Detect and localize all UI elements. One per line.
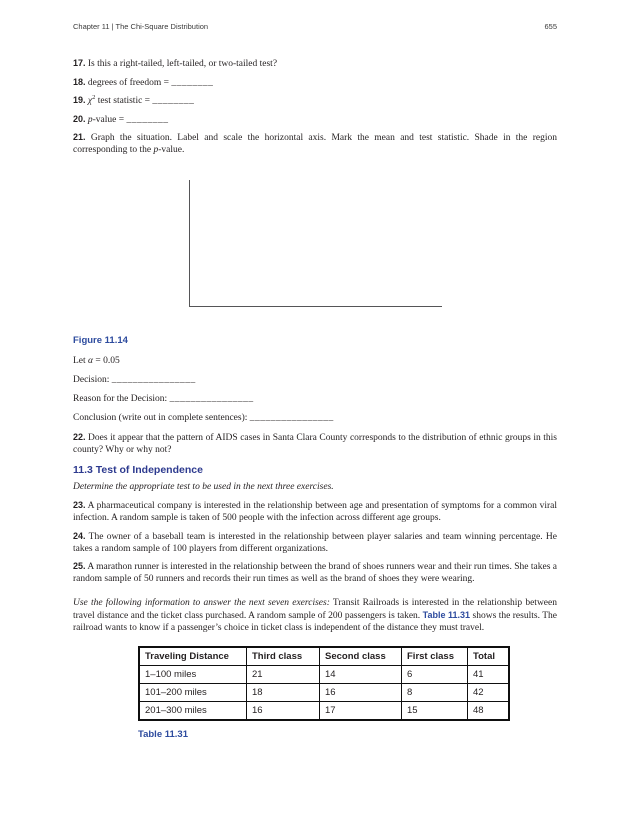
exercise-text: -value. [158,145,185,155]
blank-graph-axes [189,180,442,307]
ticket-class-table [138,646,510,721]
exercise-20 [73,113,557,126]
exercise-text: -value = [92,114,125,125]
alpha-symbol: α [88,356,94,366]
conclusion-line [73,412,557,424]
table-cell: 15 [402,702,468,721]
intro-paragraph [73,597,557,634]
reason-label: Reason for the Decision: [73,394,170,404]
column-header: Third class [247,647,320,666]
exercise-text: Graph the situation. Label and scale the horizontal axis. Mark the mean and test statistic. Shade in the region corresponding to the [73,133,557,155]
exercise-text: A marathon runner is interested in the relationship between the brand of shoes runners wear and their run times. She takes a random sample of 50 runners and records their run times as well as the brand of shoes they were wearing. [73,562,557,584]
exercise-number: 17. [73,58,86,68]
page-number: 655 [544,22,557,31]
table-cell: 17 [320,702,402,721]
table-reference-link: Table 11.31 [422,610,471,620]
section-instruction: Determine the appropriate test to be used in the next three exercises. [73,482,334,492]
table-caption: Table 11.31 [138,729,188,740]
exercise-22 [73,431,557,456]
table-cell: 16 [247,702,320,721]
chapter-title: Chapter 11 | The Chi-Square Distribution [73,22,209,31]
intro-italic: Use the following information to answer the next seven exercises: [73,598,330,608]
intro-text: shows the results. The railroad wants to know if a passenger’s choice in ticket class is independent of the distance they must travel. [73,611,557,633]
alpha-value: = 0.05 [93,356,120,366]
table-row [139,666,509,684]
decision-line [73,374,557,386]
squared-exponent: 2 [92,93,96,101]
exercise-19 [73,94,557,107]
exercise-number: 25. [73,561,86,571]
exercise-18 [73,76,557,89]
table-cell: 48 [468,702,510,721]
table-cell: 1–100 miles [139,666,247,684]
exercise-number: 24. [73,530,86,541]
section-heading-11-3: 11.3 Test of Independence [73,464,203,476]
exercise-23 [73,499,557,524]
column-header: Traveling Distance [139,647,247,666]
table-header-row [139,647,509,666]
alpha-prefix: Let [73,356,89,366]
exercise-number: 18. [73,76,86,87]
conclusion-label: Conclusion (write out in complete sentences): [73,413,250,423]
fill-in-blank: ________ [171,77,214,88]
exercise-21 [73,131,557,156]
table-cell: 101–200 miles [139,684,247,702]
table-cell: 201–300 miles [139,702,247,721]
reason-line [73,393,557,405]
column-header: Second class [320,647,402,666]
exercise-text: The owner of a baseball team is interested in the relationship between player salaries and team winning percentage. He takes a random sample of 100 players from different organizations. [73,531,557,554]
exercise-text: degrees of freedom = [87,77,169,88]
exercise-text: Is this a right-tailed, left-tailed, or two-tailed test? [87,59,278,69]
p-symbol: p [153,145,159,155]
table-cell: 42 [468,684,510,702]
figure-caption: Figure 11.14 [73,335,128,346]
fill-in-blank: ________________ [249,413,334,423]
chi-symbol: χ [87,96,93,106]
exercise-number: 19. [73,95,86,105]
table-row [139,684,509,702]
exercise-number: 23. [73,500,86,510]
table-cell: 18 [247,684,320,702]
table-cell: 41 [468,666,510,684]
exercise-17 [73,57,557,70]
column-header: First class [402,647,468,666]
fill-in-blank: ________ [152,96,195,106]
exercise-number: 22. [73,432,86,442]
exercise-number: 21. [73,132,86,142]
exercise-text: Does it appear that the pattern of AIDS cases in Santa Clara County corresponds to the distribution of ethnic groups in this county? Why or why not? [73,433,557,455]
exercise-24 [73,530,557,555]
alpha-line [73,355,557,367]
fill-in-blank: ________________ [111,375,196,385]
table-row [139,702,509,721]
page-header [73,22,557,31]
table-cell: 8 [402,684,468,702]
fill-in-blank: ________ [126,114,169,125]
p-symbol: p [87,114,93,125]
fill-in-blank: ________________ [169,394,254,404]
exercise-number: 20. [73,113,86,124]
decision-label: Decision: [73,375,112,385]
exercise-25 [73,560,557,585]
table-cell: 21 [247,666,320,684]
column-header: Total [468,647,510,666]
table-cell: 16 [320,684,402,702]
table-cell: 14 [320,666,402,684]
exercise-text: A pharmaceutical company is interested in the relationship between age and presentation of symptoms for a common viral infection. A random sample is taken of 500 people with the infection across different age groups. [73,501,557,523]
table-cell: 6 [402,666,468,684]
intro-text: Transit Railroads is interested in the relationship between travel distance and the ticket class purchased. A random sample of 200 passengers is taken. [73,598,557,621]
exercise-text: test statistic = [95,96,151,106]
